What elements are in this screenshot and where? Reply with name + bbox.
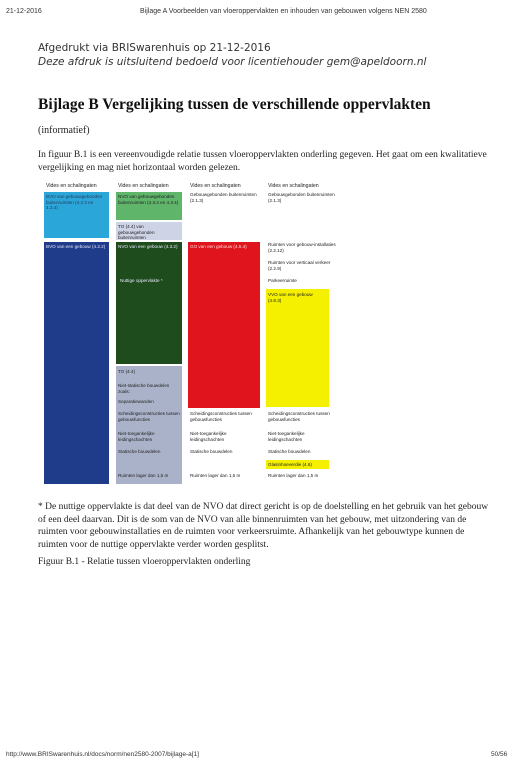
- separating-label-col2: Scheidingsconstructies tussen gebouwfuncties: [118, 411, 180, 422]
- page-number: 50/56: [491, 751, 508, 758]
- column-header-1: Vides en schalingaten: [46, 183, 97, 189]
- go-building-box: [188, 242, 260, 408]
- glass-label: Glasinhoeverdie (4.6): [268, 462, 312, 467]
- not-accessible-label-col4: Niet-toegankelijke leidingschachten: [268, 431, 305, 442]
- partitions-label: Separatiewanden: [118, 399, 154, 404]
- not-accessible-label-col3: Niet-toegankelijke leidingschachten: [190, 431, 227, 442]
- to-outdoor-box: [116, 222, 182, 240]
- outdoor-spaces-label-col3: Gebouwgebonden buitenruimten (2.1.3): [190, 192, 257, 203]
- outdoor-spaces-label-col4: Gebouwgebonden buitenruimten (2.1.3): [268, 192, 335, 203]
- useful-area-label: Nuttige oppervlakte *: [120, 278, 163, 283]
- print-stamp-line-2: Deze afdruk is uitsluitend bedoeld voor licentiehouder gem@apeldoorn.nl: [38, 56, 427, 68]
- nvo-building-box: [116, 242, 182, 364]
- to-box: [116, 366, 182, 484]
- useful-area-note: * De nuttige oppervlakte is dat deel van de NVO dat direct gericht is op de doelstelling en het gebruik van het gebouw of een deel daarvan. Dit is de som van de NVO van alle binnenruimten van het gebouw, met uitzondering van de ruimten voor gebouwinstallaties en de ruimten voor verkeersruimte. Afhankelijk van het gebouwtype kunnen de ruimten voor de nuttige oppervlakte verder worden gesplitst.: [38, 502, 489, 550]
- nvo-building-label: NVO van een gebouw (4.3.2): [118, 244, 178, 249]
- not-accessible-label-col2: Niet-toegankelijke leidingschachten: [118, 431, 155, 442]
- parking-label: Parkeerruimte: [268, 278, 297, 283]
- low-ceiling-label-col4: Ruimten lager dan 1,5 m: [268, 473, 319, 478]
- non-static-label: Niet-statische bouwdelen zoals:: [118, 383, 170, 394]
- print-header-title: Bijlage A Voorbeelden van vloeroppervlakten en inhouden van gebouwen volgens NEN 2580: [140, 8, 427, 15]
- static-label-col4: Statische bouwdelen: [268, 449, 311, 454]
- appendix-title: Bijlage B Vergelijking tussen de verschillende oppervlakten: [38, 96, 431, 113]
- bvo-outdoor-label: BVO van gebouwgebonden buitenruimten (4.2.3 en 4.3.4): [46, 194, 103, 211]
- figure-caption: Figuur B.1 - Relatie tussen vloeroppervlakten onderling: [38, 557, 251, 567]
- to-label: TO (4.4): [118, 369, 136, 374]
- column-header-3: Vides en schalingaten: [190, 183, 241, 189]
- low-ceiling-label-col2: Ruimten lager dan 1,5 m: [118, 473, 169, 478]
- print-stamp-line-1: Afgedrukt via BRISwarenhuis op 21-12-2016: [38, 42, 271, 54]
- to-outdoor-label: TO (4.4) van gebouwgebonden buitenruimten: [118, 224, 155, 241]
- low-ceiling-label-col3: Ruimten lager dan 1,5 m: [190, 473, 241, 478]
- bvo-building-label: BVO van een gebouw (4.2.2): [46, 244, 106, 249]
- nvo-outdoor-box: [116, 192, 182, 220]
- column-header-2: Vides en schalingaten: [118, 183, 169, 189]
- static-label-col3: Statische bouwdelen: [190, 449, 233, 454]
- nvo-outdoor-label: NVO van gebouwgebonden buitenruimten (4.3.3 en 4.3.4): [118, 194, 179, 205]
- separating-label-col4: Scheidingsconstructies tussen gebouwfuncties: [268, 411, 330, 422]
- installations-label: Ruimten voor gebouw-installaties (2.2.12): [268, 242, 336, 253]
- print-date: 21-12-2016: [6, 8, 42, 15]
- bvo-building-box: [44, 242, 109, 484]
- separating-label-col3: Scheidingsconstructies tussen gebouwfuncties: [190, 411, 252, 422]
- bvo-outdoor-box: [44, 192, 109, 238]
- footer-url[interactable]: http://www.BRISwarenhuis.nl/docs/norm/nen2580-2007/bijlage-a[1]: [6, 751, 199, 758]
- vvo-building-box: [266, 289, 329, 407]
- go-building-label: GO van een gebouw (4.5.4): [190, 244, 247, 249]
- vvo-building-label: VVO van een gebouw (4.8.3): [268, 292, 313, 303]
- vertical-traffic-label: Ruimten voor verticaal verkeer (2.2.9): [268, 260, 331, 271]
- column-header-4: Vides en schalingaten: [268, 183, 319, 189]
- glass-box: [266, 460, 329, 469]
- intro-paragraph: In figuur B.1 is een vereenvoudigde relatie tussen vloeroppervlakten onderling gegeven. Het gaat om een kwalitatieve vergelijking en mag niet horizontaal worden gelezen.: [38, 150, 487, 173]
- informative-label: (informatief): [38, 125, 90, 136]
- static-label-col2: Statische bouwdelen: [118, 449, 161, 454]
